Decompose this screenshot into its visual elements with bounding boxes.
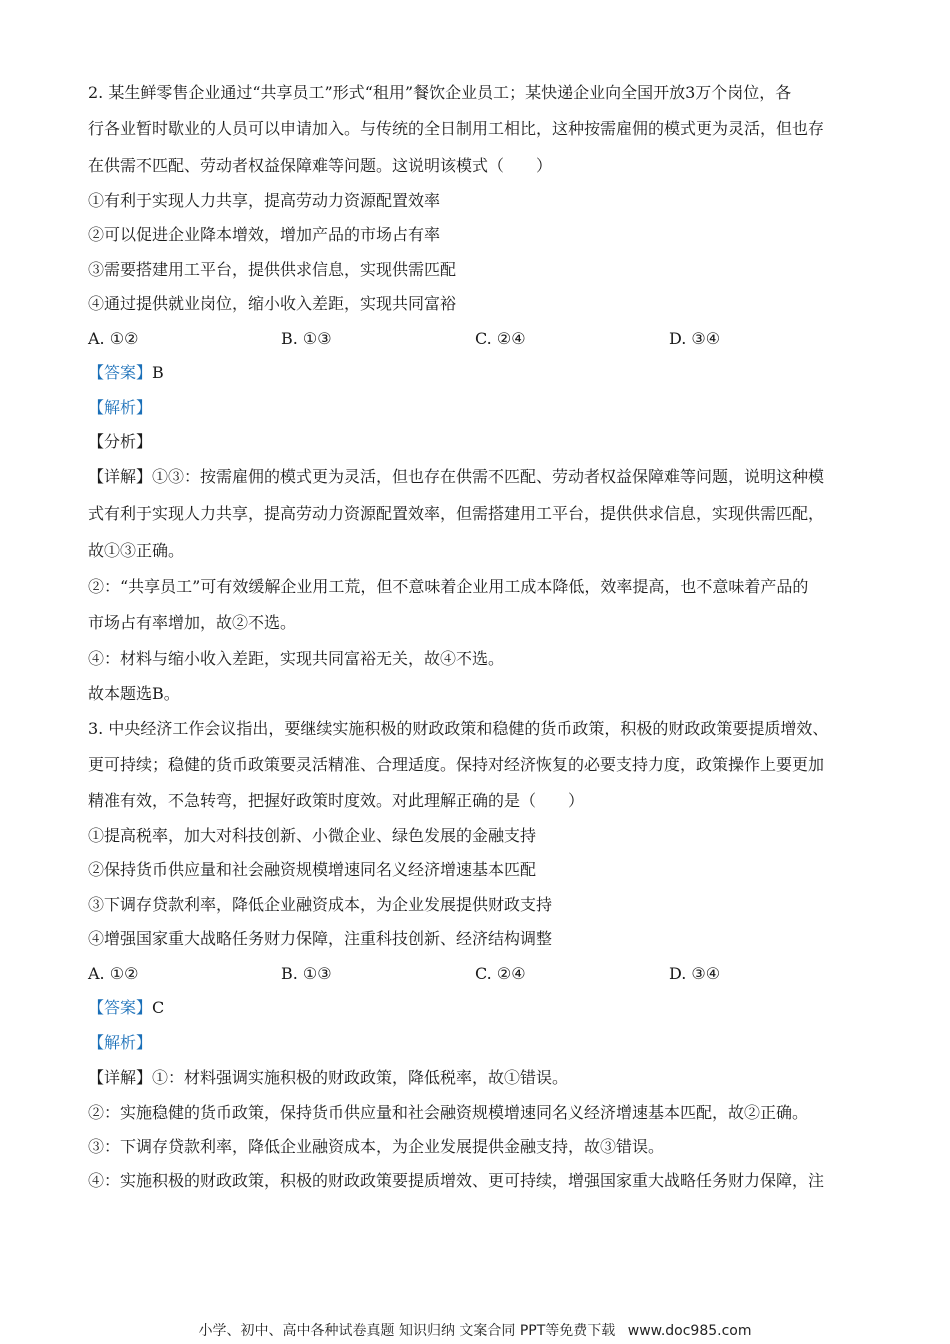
- q2-detail-line-4: ②：“共享员工”可有效缓解企业用工荒，但不意味着企业用工成本降低，效率提高，也不意味着产品的: [88, 577, 809, 596]
- q3-option-c: C. ②④: [475, 964, 526, 983]
- q2-stem-line-3: 在供需不匹配、劳动者权益保障难等问题。这说明该模式（ ）: [88, 156, 553, 175]
- q2-answer-tag: 【答案】: [88, 363, 153, 382]
- q3-option-a: A. ①②: [88, 964, 139, 983]
- q3-detail-tag: 【详解】: [88, 1068, 153, 1087]
- q2-option-b: B. ①③: [281, 329, 332, 348]
- q2-option-a: A. ①②: [88, 329, 139, 348]
- q2-option-c: C. ②④: [475, 329, 526, 348]
- q3-answer-value: C: [152, 998, 165, 1017]
- q2-stem-line-1: 2. 某生鲜零售企业通过“共享员工”形式“租用”餐饮企业员工；某快递企业向全国开放3万个岗位，各: [88, 83, 792, 102]
- q2-answer-value: B: [152, 363, 164, 382]
- q3-item-1: ①提高税率，加大对科技创新、小微企业、绿色发展的金融支持: [88, 826, 537, 845]
- q2-fenxi-tag: 【分析】: [88, 432, 153, 451]
- footer-link[interactable]: www.doc985.com: [627, 1323, 752, 1339]
- q2-detail-line-5: 市场占有率增加，故②不选。: [88, 613, 297, 632]
- q2-detail-line-2: 式有利于实现人力共享，提高劳动力资源配置效率，但需搭建用工平台，提供供求信息，实现供需匹配，: [88, 504, 825, 523]
- q3-option-b: B. ①③: [281, 964, 332, 983]
- q3-detail-line-3: ③：下调存贷款利率，降低企业融资成本，为企业发展提供金融支持，故③错误。: [88, 1137, 665, 1156]
- q3-detail-text-1: ①：材料强调实施积极的财政政策，降低税率，故①错误。: [152, 1068, 569, 1087]
- page-footer: [0, 1322, 950, 1340]
- q2-detail-line-1: [88, 467, 868, 487]
- q2-detail-tag: 【详解】: [88, 467, 153, 486]
- q2-option-d: D. ③④: [669, 329, 721, 348]
- q2-detail-text-1: ①③：按需雇佣的模式更为灵活，但也存在供需不匹配、劳动者权益保障难等问题，说明这种模: [152, 467, 825, 486]
- q2-item-3: ③需要搭建用工平台，提供供求信息，实现供需匹配: [88, 260, 457, 279]
- q2-stem-line-2: 行各业暂时歇业的人员可以申请加入。与传统的全日制用工相比，这种按需雇佣的模式更为灵活，但也存: [88, 119, 825, 138]
- q3-stem-line-3: 精准有效，不急转弯，把握好政策时度效。对此理解正确的是（ ）: [88, 791, 585, 810]
- q2-analysis-tag: 【解析】: [88, 398, 153, 417]
- q2-item-1: ①有利于实现人力共享，提高劳动力资源配置效率: [88, 191, 441, 210]
- q3-answer: [88, 998, 868, 1018]
- q3-detail-line-1: [88, 1068, 868, 1088]
- q3-option-d: D. ③④: [669, 964, 721, 983]
- q3-stem-line-2: 更可持续；稳健的货币政策要灵活精准、合理适度。保持对经济恢复的必要支持力度，政策操作上要更加: [88, 755, 825, 774]
- q3-stem-line-1: 3. 中央经济工作会议指出，要继续实施积极的财政政策和稳健的货币政策，积极的财政政策要提质增效、: [88, 719, 829, 738]
- footer-text: 小学、初中、高中各种试卷真题 知识归纳 文案合同 PPT等免费下载: [198, 1323, 616, 1339]
- q3-detail-line-2: ②：实施稳健的货币政策，保持货币供应量和社会融资规模增速同名义经济增速基本匹配，故②正确。: [88, 1103, 809, 1122]
- q3-answer-tag: 【答案】: [88, 998, 153, 1017]
- q2-answer: [88, 363, 868, 383]
- q2-item-2: ②可以促进企业降本增效，增加产品的市场占有率: [88, 225, 441, 244]
- q3-item-2: ②保持货币供应量和社会融资规模增速同名义经济增速基本匹配: [88, 860, 537, 879]
- q3-item-4: ④增强国家重大战略任务财力保障，注重科技创新、经济结构调整: [88, 929, 553, 948]
- q2-detail-line-3: 故①③正确。: [88, 541, 185, 560]
- q2-detail-line-7: 故本题选B。: [88, 684, 180, 703]
- q2-item-4: ④通过提供就业岗位，缩小收入差距，实现共同富裕: [88, 294, 457, 313]
- q3-analysis-tag: 【解析】: [88, 1033, 153, 1052]
- q3-item-3: ③下调存贷款利率，降低企业融资成本，为企业发展提供财政支持: [88, 895, 553, 914]
- q2-detail-line-6: ④：材料与缩小收入差距，实现共同富裕无关，故④不选。: [88, 649, 505, 668]
- q3-detail-line-4: ④：实施积极的财政政策，积极的财政政策要提质增效、更可持续，增强国家重大战略任务财力保障，注: [88, 1171, 825, 1190]
